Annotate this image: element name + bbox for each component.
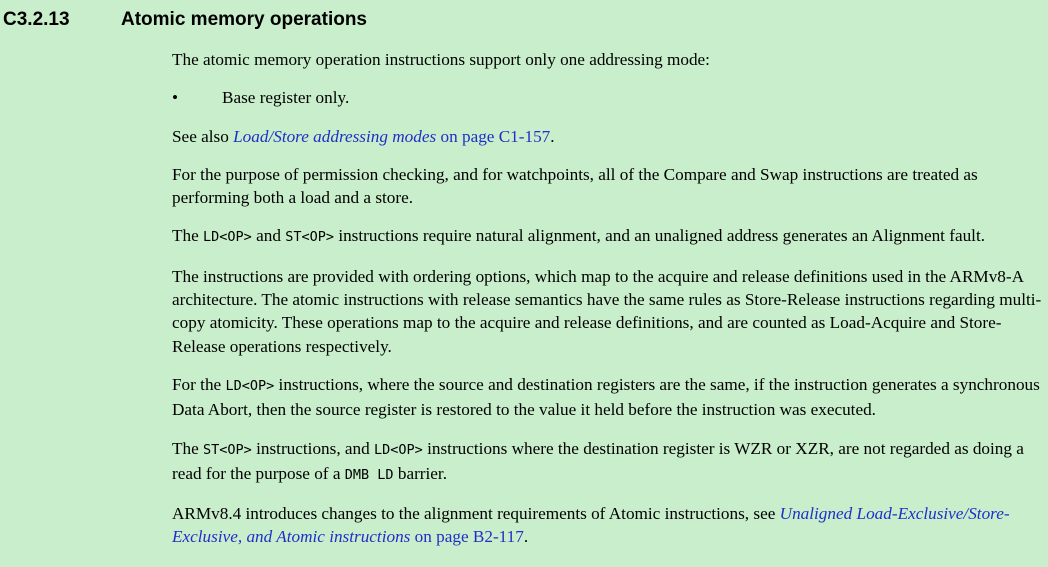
barrier-paragraph	[172, 437, 1044, 488]
section-body	[172, 48, 1044, 564]
addressing-mode-list	[172, 86, 1044, 109]
permission-paragraph: For the purpose of permission checking, and for watchpoints, all of the Compare and Swap instructions are treated as performing both a load and a store.	[172, 164, 978, 208]
text-run: and	[251, 226, 286, 246]
data-abort-paragraph	[172, 373, 1044, 422]
code-dmb-ld: DMB LD	[344, 466, 394, 483]
see-also-paragraph	[172, 125, 1044, 148]
link-title: Load/Store addressing modes	[233, 126, 437, 146]
code-ld-op: LD<OP>	[374, 441, 423, 458]
armv84-paragraph	[172, 502, 1044, 549]
link-title: Unaligned Load-Exclusive/Store-Exclusive, and Atomic instructions	[172, 504, 1010, 547]
armv84-suffix: .	[523, 527, 529, 547]
text-run: The	[172, 226, 204, 246]
alignment-paragraph	[172, 224, 1044, 249]
code-st-op: ST<OP>	[285, 229, 335, 246]
link-page: on page C1-157	[436, 126, 551, 146]
section-number: C3.2.13	[3, 9, 70, 30]
section-title: Atomic memory operations	[121, 9, 367, 30]
code-st-op: ST<OP>	[203, 441, 252, 458]
list-item	[172, 86, 1044, 109]
text-run: barrier.	[393, 463, 447, 483]
link-page: on page B2-117	[410, 527, 524, 547]
code-ld-op: LD<OP>	[203, 229, 252, 246]
text-run: instructions where the destination register is WZR or XZR, are not regarded as doing a read for the purpose of a	[172, 438, 1024, 483]
text-run: The	[172, 438, 204, 458]
list-item-text: Base register only.	[222, 88, 350, 108]
code-ld-op: LD<OP>	[225, 377, 275, 394]
intro-paragraph: The atomic memory operation instructions support only one addressing mode:	[172, 50, 710, 69]
text-run: instructions, and	[251, 438, 375, 458]
text-run: ARMv8.4 introduces changes to the alignment requirements of Atomic instructions, see	[172, 504, 780, 524]
section-header	[3, 8, 367, 32]
text-run: For the	[172, 374, 226, 394]
bullet-icon: •	[172, 88, 179, 108]
text-run: instructions, where the source and destination registers are the same, if the instruction generates a synchronous Data Abort, then the source register is restored to the value it held before the instruction was executed.	[172, 374, 1040, 420]
load-store-addressing-modes-link[interactable]	[233, 127, 550, 146]
see-also-suffix: .	[550, 126, 555, 146]
text-run: instructions require natural alignment, and an unaligned address generates an Alignment fault.	[334, 226, 986, 246]
ordering-paragraph: The instructions are provided with ordering options, which map to the acquire and release definitions used in the ARMv8-A architecture. The atomic instructions with release semantics have the same rules as Store-Release instructions regarding multi-copy atomicity. These operations map to the acquire and release definitions, and are counted as Load-Acquire and Store-Release operations respectively.	[172, 266, 1042, 356]
see-also-prefix: See also	[172, 126, 234, 146]
